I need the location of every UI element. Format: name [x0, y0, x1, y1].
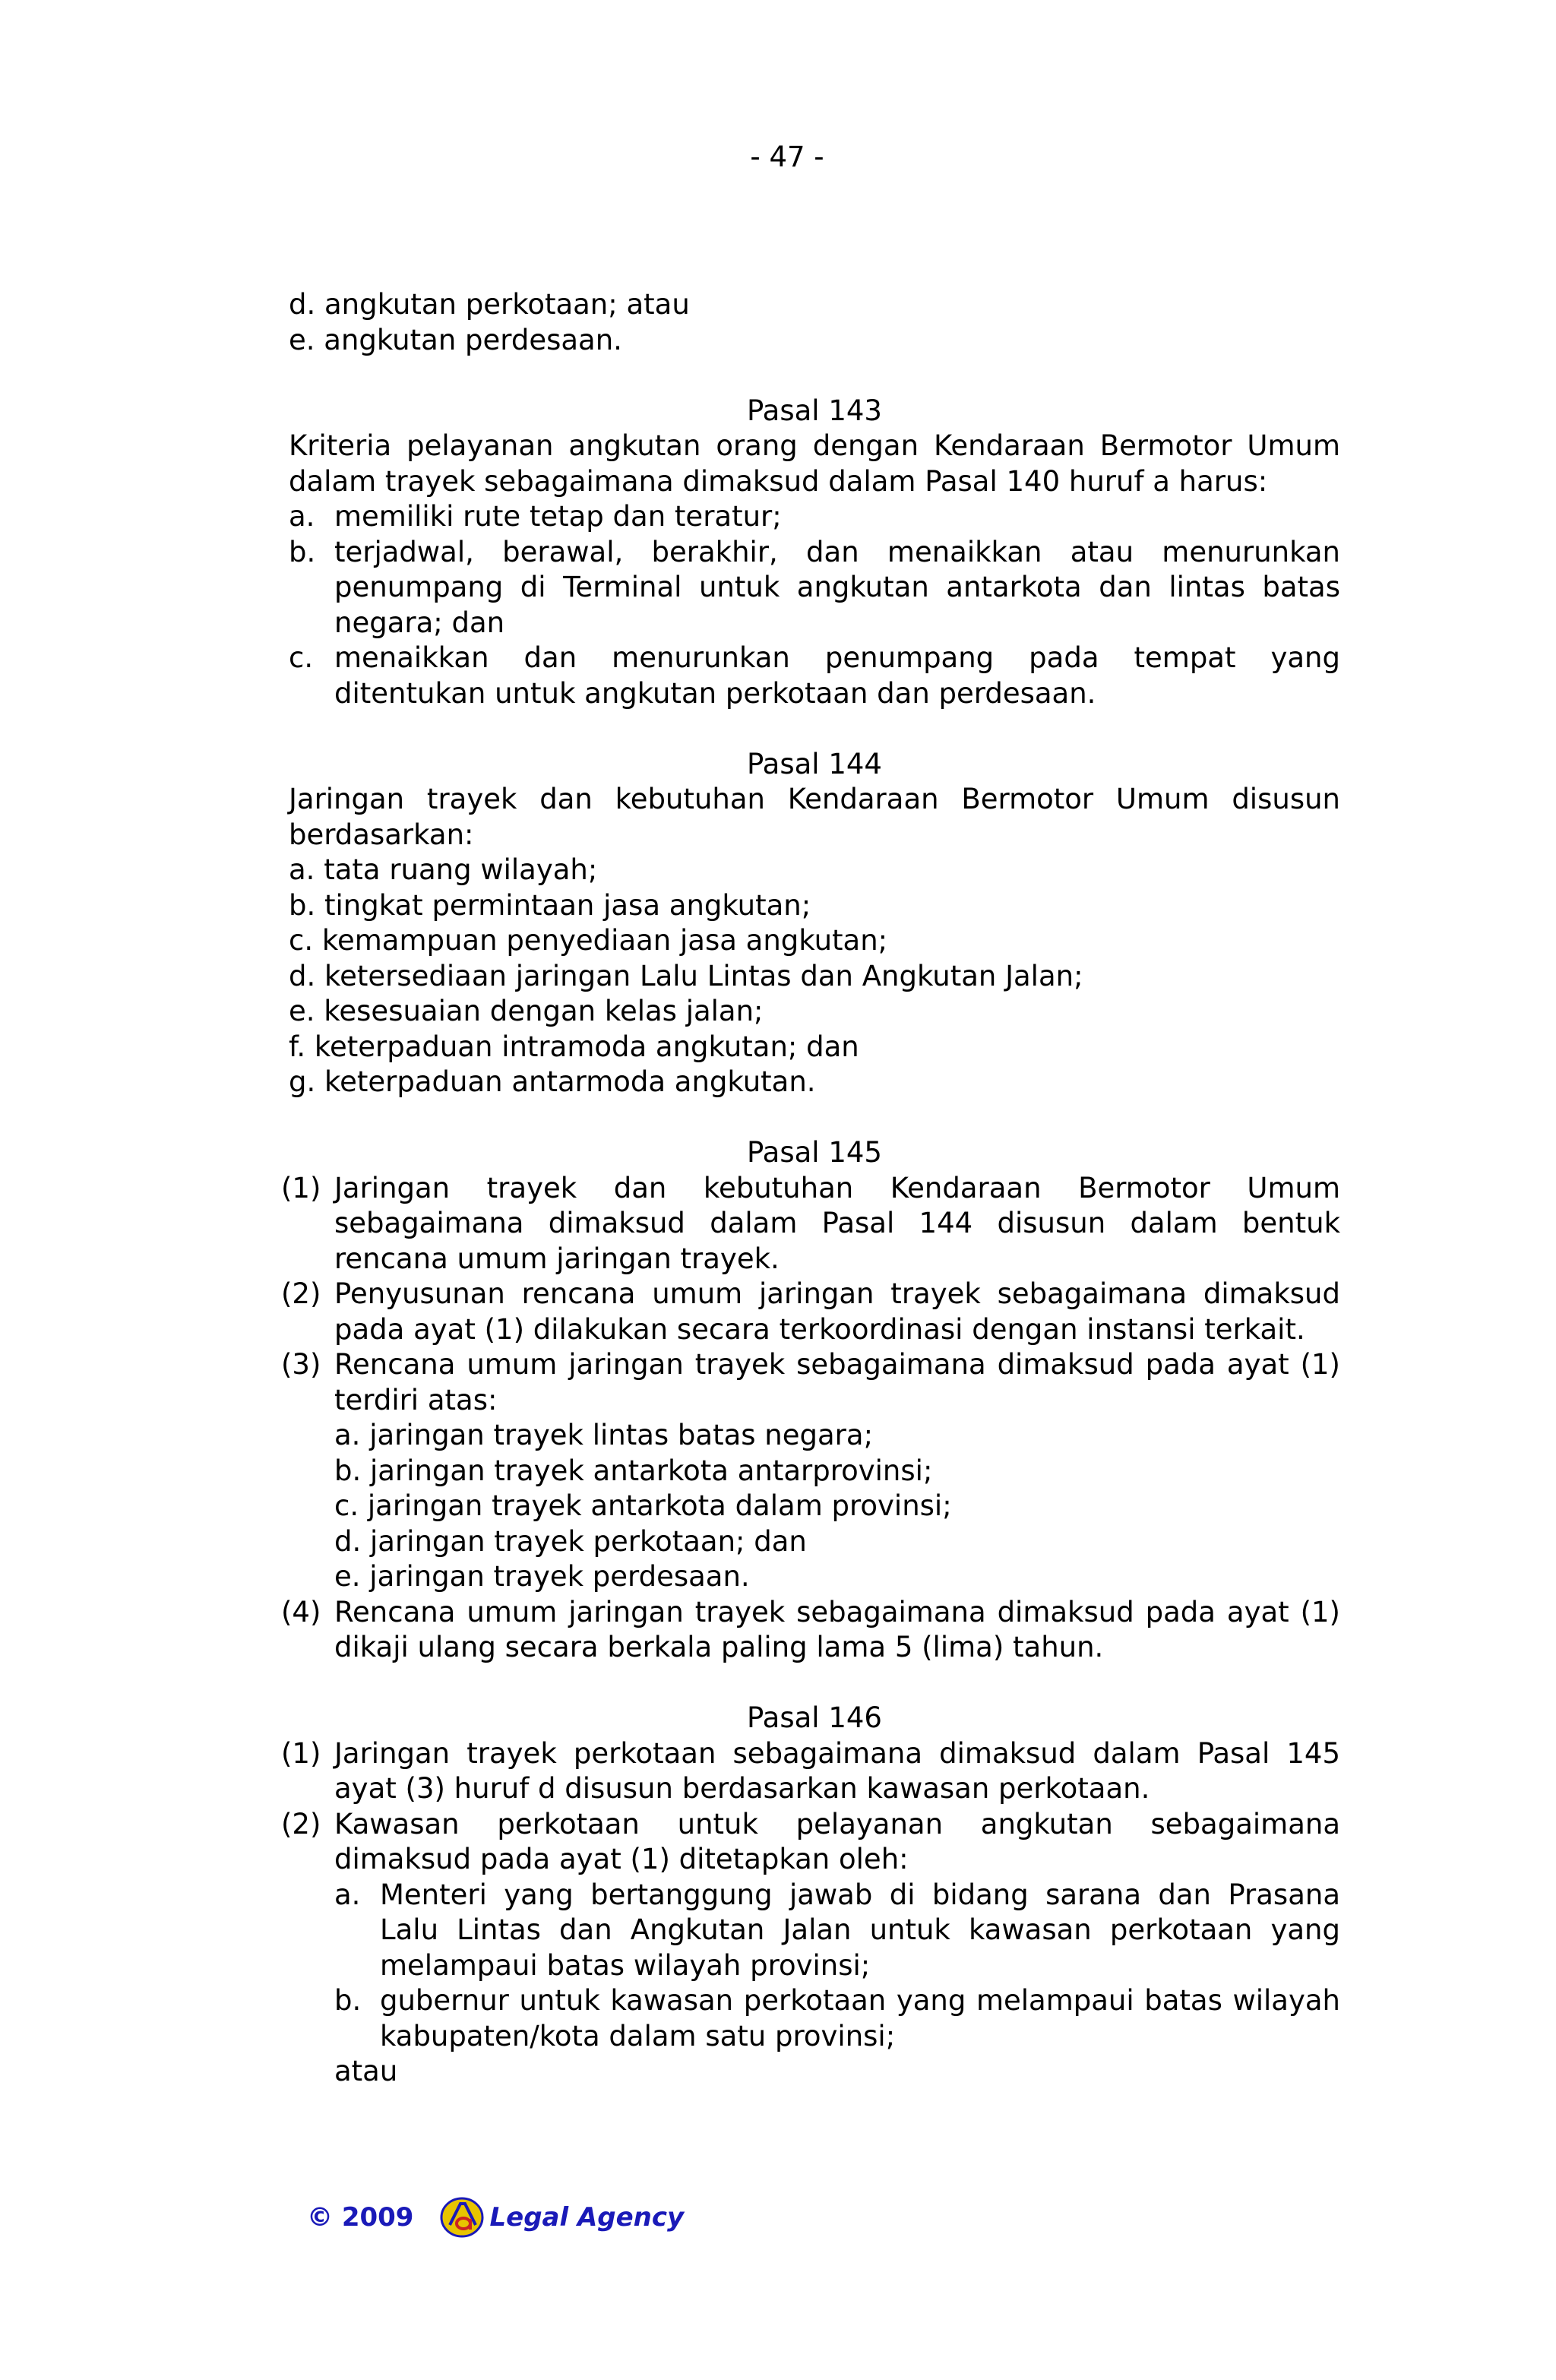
paragraph-item [281, 1736, 1340, 1807]
list-item: d. ketersediaan jaringan Lalu Lintas dan Angkutan Jalan; [289, 959, 1083, 992]
footer [307, 2195, 684, 2240]
paragraph-item [281, 1277, 1340, 1347]
item-label: a. [334, 1878, 361, 1911]
article-143-intro: Kriteria pelayanan angkutan orang dengan Kendaraan Bermotor Umum dalam trayek sebagaimana dimaksud dalam Pasal 140 huruf a harus: [289, 429, 1340, 498]
article-heading-143: Pasal 143 [747, 394, 882, 427]
item-text: Menteri yang bertanggung jawab di bidang sarana dan Prasana Lalu Lintas dan Angkutan Jalan untuk kawasan perkotaan yang melampaui batas wilayah provinsi; [380, 1878, 1340, 1982]
item-text: Jaringan trayek perkotaan sebagaimana dimaksud dalam Pasal 145 ayat (3) huruf d disusun berdasarkan kawasan perkotaan. [334, 1736, 1340, 1805]
item-text: memiliki rute tetap dan teratur; [334, 500, 782, 533]
copyright-text: © 2009 [307, 2202, 414, 2233]
list-item: e. kesesuaian dengan kelas jalan; [289, 995, 764, 1027]
list-item-tail: atau [334, 2055, 398, 2087]
paragraph-item [281, 1347, 1340, 1418]
item-label: (2) [281, 1277, 321, 1310]
item-text: gubernur untuk kawasan perkotaan yang melampaui batas wilayah kabupaten/kota dalam satu provinsi; [380, 1984, 1340, 2052]
page-number: - 47 - [750, 141, 824, 173]
paragraph-item [281, 1807, 1340, 1878]
item-label: (1) [281, 1171, 321, 1204]
legal-agency-logo-icon [439, 2195, 488, 2240]
list-item: g. keterpaduan antarmoda angkutan. [289, 1065, 816, 1098]
agency-name: Legal Agency [489, 2202, 685, 2233]
list-item: b. jaringan trayek antarkota antarprovinsi; [334, 1454, 933, 1487]
paragraph-item [281, 1595, 1340, 1666]
article-heading-145: Pasal 145 [747, 1136, 882, 1169]
item-label: (3) [281, 1348, 321, 1381]
list-item [289, 499, 1340, 535]
item-label: b. [334, 1984, 362, 2017]
item-text: menaikkan dan menurunkan penumpang pada tempat yang ditentukan untuk angkutan perkotaan dan perdesaan. [334, 641, 1340, 710]
item-text: Rencana umum jaringan trayek sebagaimana dimaksud pada ayat (1) dikaji ulang secara berkala paling lama 5 (lima) tahun. [334, 1595, 1340, 1663]
paragraph-item [281, 1171, 1340, 1277]
list-item: c. kemampuan penyediaan jasa angkutan; [289, 924, 888, 957]
article-heading-146: Pasal 146 [747, 1701, 882, 1734]
list-item [289, 641, 1340, 711]
list-item: d. jaringan trayek perkotaan; dan [334, 1524, 807, 1558]
list-item [289, 1878, 1340, 1984]
item-label: (1) [281, 1736, 321, 1770]
item-text: Kawasan perkotaan untuk pelayanan angkutan sebagaimana dimaksud pada ayat (1) ditetapkan oleh: [334, 1807, 1340, 1875]
list-item [289, 535, 1340, 641]
article-144-intro: Jaringan trayek dan kebutuhan Kendaraan Bermotor Umum disusun berdasarkan: [289, 783, 1340, 851]
item-text: Rencana umum jaringan trayek sebagaimana dimaksud pada ayat (1) terdiri atas: [334, 1348, 1340, 1416]
article-heading-144: Pasal 144 [747, 747, 882, 780]
document-body [281, 287, 1340, 2090]
list-item [289, 1983, 1340, 2054]
item-text: Penyusunan rencana umum jaringan trayek sebagaimana dimaksud pada ayat (1) dilakukan secara terkoordinasi dengan instansi terkait. [334, 1277, 1340, 1346]
list-item: e. jaringan trayek perdesaan. [334, 1560, 750, 1593]
item-label: (4) [281, 1595, 321, 1628]
item-label: (2) [281, 1807, 321, 1840]
list-item: c. jaringan trayek antarkota dalam provinsi; [334, 1489, 952, 1522]
list-item: a. tata ruang wilayah; [289, 853, 598, 886]
item-text: Jaringan trayek dan kebutuhan Kendaraan Bermotor Umum sebagaimana dimaksud dalam Pasal 144 disusun dalam bentuk rencana umum jaringan trayek. [334, 1171, 1340, 1275]
list-item: b. tingkat permintaan jasa angkutan; [289, 888, 811, 922]
item-label: a. [289, 500, 315, 533]
list-item: a. jaringan trayek lintas batas negara; [334, 1419, 874, 1451]
list-item: f. keterpaduan intramoda angkutan; dan [289, 1030, 859, 1063]
list-item: e. angkutan perdesaan. [289, 323, 622, 356]
list-item: d. angkutan perkotaan; atau [289, 288, 690, 321]
item-label: b. [289, 535, 316, 568]
item-label: c. [289, 641, 314, 674]
item-text: terjadwal, berawal, berakhir, dan menaikkan atau menurunkan penumpang di Terminal untuk angkutan antarkota dan lintas batas negara; dan [334, 535, 1340, 639]
